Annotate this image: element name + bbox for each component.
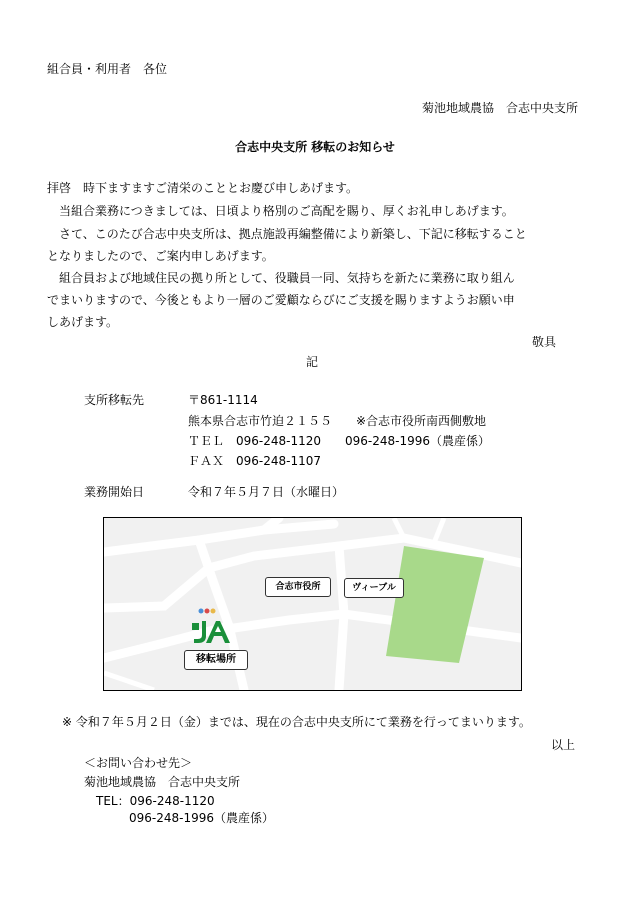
body-line: 拝啓 時下ますますご清栄のこととお慶び申しあげます。	[47, 181, 359, 195]
map-roads	[104, 518, 521, 690]
location-map	[103, 517, 522, 691]
contact-name: 菊池地域農協 合志中央支所	[84, 775, 241, 789]
city-hall-label: 合志市役所	[265, 577, 331, 597]
vieble-label: ヴィーブル	[344, 578, 404, 598]
note: ※ 令和７年５月２日（金）までは、現在の合志中央支所にて業務を行ってまいります。	[62, 715, 531, 729]
fax-line: ＦＡＸ 096-248-1107	[188, 454, 322, 468]
salutation: 組合員・利用者 各位	[47, 62, 168, 76]
closing-keigu: 敬具	[532, 335, 557, 349]
address: 熊本県合志市竹迫２１５５ ※合志市役所南西側敷地	[188, 414, 487, 428]
contact-tel-2: 096-248-1996（農産係）	[129, 811, 275, 825]
body-line: でまいりますので、今後ともより一層のご愛顧ならびにご支援を賜りますようお願い申	[47, 293, 515, 307]
ki-heading: 記	[306, 355, 319, 369]
ja-logo-mark	[192, 618, 236, 644]
tel-line: ＴＥＬ 096-248-1120 096-248-1996（農産係）	[188, 434, 491, 448]
body-line: となりましたので、ご案内申しあげます。	[47, 249, 274, 263]
contact-tel: TEL：096-248-1120	[96, 794, 215, 808]
body-line: さて、このたび合志中央支所は、拠点施設再編整備により新築し、下記に移転すること	[47, 227, 527, 241]
start-date: 令和７年５月７日（水曜日）	[188, 485, 345, 499]
body-line: しあげます。	[47, 315, 119, 329]
body-line: 当組合業務につきましては、日頃より格別のご高配を賜り、厚くお礼申しあげます。	[47, 204, 514, 218]
body-line: 組合員および地域住民の拠り所として、役職員一同、気持ちを新たに業務に取り組ん	[47, 271, 515, 285]
address-label: 支所移転先	[84, 393, 145, 407]
park-area	[386, 546, 484, 663]
page-title: 合志中央支所 移転のお知らせ	[235, 140, 395, 154]
closing-ijou: 以上	[551, 738, 576, 752]
start-label: 業務開始日	[84, 485, 145, 499]
sender: 菊池地域農協 合志中央支所	[421, 101, 578, 115]
postal-code: 〒861-1114	[188, 393, 258, 407]
ja-logo	[192, 618, 236, 644]
contact-heading: ＜お問い合わせ先＞	[84, 756, 193, 770]
new-location-label: 移転場所	[184, 650, 248, 670]
